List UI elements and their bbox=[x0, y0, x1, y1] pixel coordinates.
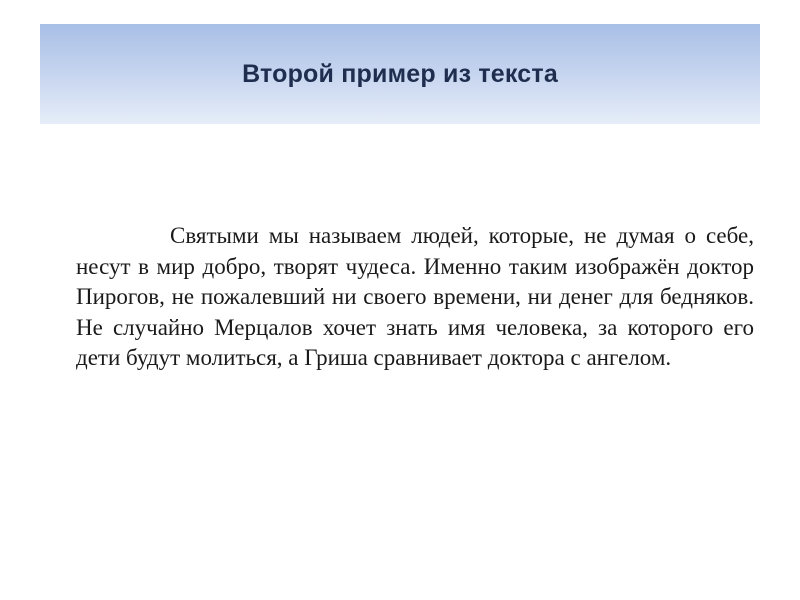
title-banner bbox=[40, 24, 760, 124]
slide-title: Второй пример из текста bbox=[242, 59, 558, 88]
body-paragraph: Святыми мы называем людей, которые, не думая о себе, несут в мир добро, творят чудеса. Именно таким изображён доктор Пирогов, не пожалевший ни своего времени, ни денег для бедняков. Не случайно Мерцалов хочет знать имя человека, за которого его дети будут молиться, а Гриша сравнивает доктора с ангелом. bbox=[76, 223, 754, 370]
body-text-block bbox=[76, 221, 754, 374]
